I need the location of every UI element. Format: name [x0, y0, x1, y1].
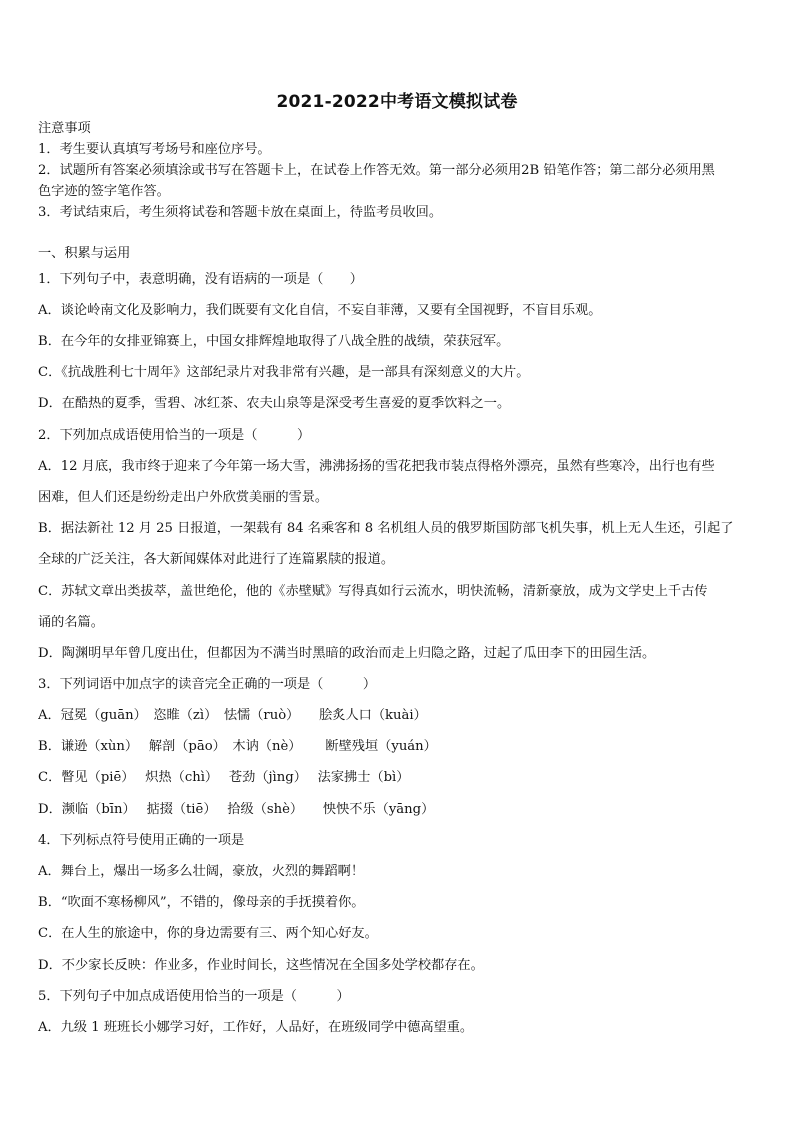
section-heading: 一、积累与运用 — [38, 246, 131, 261]
question-stem: 2．下列加点成语使用恰当的一项是（ ） — [38, 428, 311, 443]
option-b: B．在今年的女排亚锦赛上，中国女排辉煌地取得了八战全胜的战绩，荣获冠军。 — [38, 334, 510, 349]
notice-heading: 注意事项 — [38, 121, 91, 136]
option-a: A．九级 1 班班长小娜学习好，工作好，人品好，在班级同学中德高望重。 — [38, 1020, 474, 1035]
option-d: D．陶渊明早年曾几度出仕，但都因为不满当时黑暗的政治而走上归隐之路，过起了瓜田李下的田园生活。 — [38, 646, 656, 661]
notice-item: 2．试题所有答案必须填涂或书写在答题卡上，在试卷上作答无效。第一部分必须用2B 铅笔作答；第二部分必须用黑 — [38, 163, 715, 178]
option-c: C．瞥见（piē） 炽热（chì） 苍劲（jìng） 法家拂士（bì） — [38, 770, 410, 785]
notice-item: 1．考生要认真填写考场号和座位序号。 — [38, 142, 271, 157]
option-b: B．据法新社 12 月 25 日报道，一架载有 84 名乘客和 8 名机组人员的俄罗斯国防部飞机失事，机上无人生还，引起了 — [38, 521, 734, 536]
option-d: D．不少家长反映：作业多，作业时间长，这些情况在全国多处学校都存在。 — [38, 958, 484, 973]
option-c: C．在人生的旅途中，你的身边需要有三、两个知心好友。 — [38, 926, 378, 941]
option-c: C．苏轼文章出类拔萃，盖世绝伦，他的《赤壁赋》写得真如行云流水，明快流畅，清新豪放，成为文学史上千古传 — [38, 584, 708, 599]
option-a: A．舞台上，爆出一场多么壮阔，豪放，火烈的舞蹈啊！ — [38, 864, 365, 879]
question-stem: 3．下列词语中加点字的读音完全正确的一项是（ ） — [38, 677, 377, 692]
question-stem: 1．下列句子中，表意明确，没有语病的一项是（ ） — [38, 272, 363, 287]
option-d: D．在酷热的夏季，雪碧、冰红茶、农夫山泉等是深受考生喜爱的夏季饮料之一。 — [38, 396, 511, 411]
option-c: C．《抗战胜利七十周年》这部纪录片对我非常有兴趣，是一部具有深刻意义的大片。 — [38, 365, 530, 380]
question-stem: 5．下列句子中加点成语使用恰当的一项是（ ） — [38, 989, 350, 1004]
option-b-cont: 全球的广泛关注，各大新闻媒体对此进行了连篇累牍的报道。 — [38, 552, 395, 567]
option-a-cont: 困难，但人们还是纷纷走出户外欣赏美丽的雪景。 — [38, 490, 329, 505]
option-d: D．濒临（bīn） 掂掇（tiē） 拾级（shè） 怏怏不乐（yāng） — [38, 802, 435, 817]
notice-item: 3．考试结束后，考生须将试卷和答题卡放在桌面上，待监考员收回。 — [38, 205, 443, 220]
option-b: B．“吹面不寒杨柳风”，不错的，像母亲的手抚摸着你。 — [38, 895, 365, 910]
question-stem: 4．下列标点符号使用正确的一项是 — [38, 833, 245, 848]
option-a: A．谈论岭南文化及影响力，我们既要有文化自信，不妄自菲薄，又要有全国视野，不盲目乐观。 — [38, 303, 602, 318]
option-a: A．12 月底，我市终于迎来了今年第一场大雪，沸沸扬扬的雪花把我市装点得格外漂亮，虽然有些寒冷，出行也有些 — [38, 459, 715, 474]
notice-item: 色字迹的签字笔作答。 — [38, 184, 170, 199]
option-b: B．谦逊（xùn） 解剖（pāo） 木讷（nè） 断壁残垣（yuán） — [38, 739, 437, 754]
option-a: A．冠冕（guān） 恣睢（zì） 怯懦（ruò） 脍炙人口（kuài） — [38, 708, 427, 723]
option-c-cont: 诵的名篇。 — [38, 615, 104, 630]
page-title: 2021-2022中考语文模拟试卷 — [276, 92, 518, 112]
